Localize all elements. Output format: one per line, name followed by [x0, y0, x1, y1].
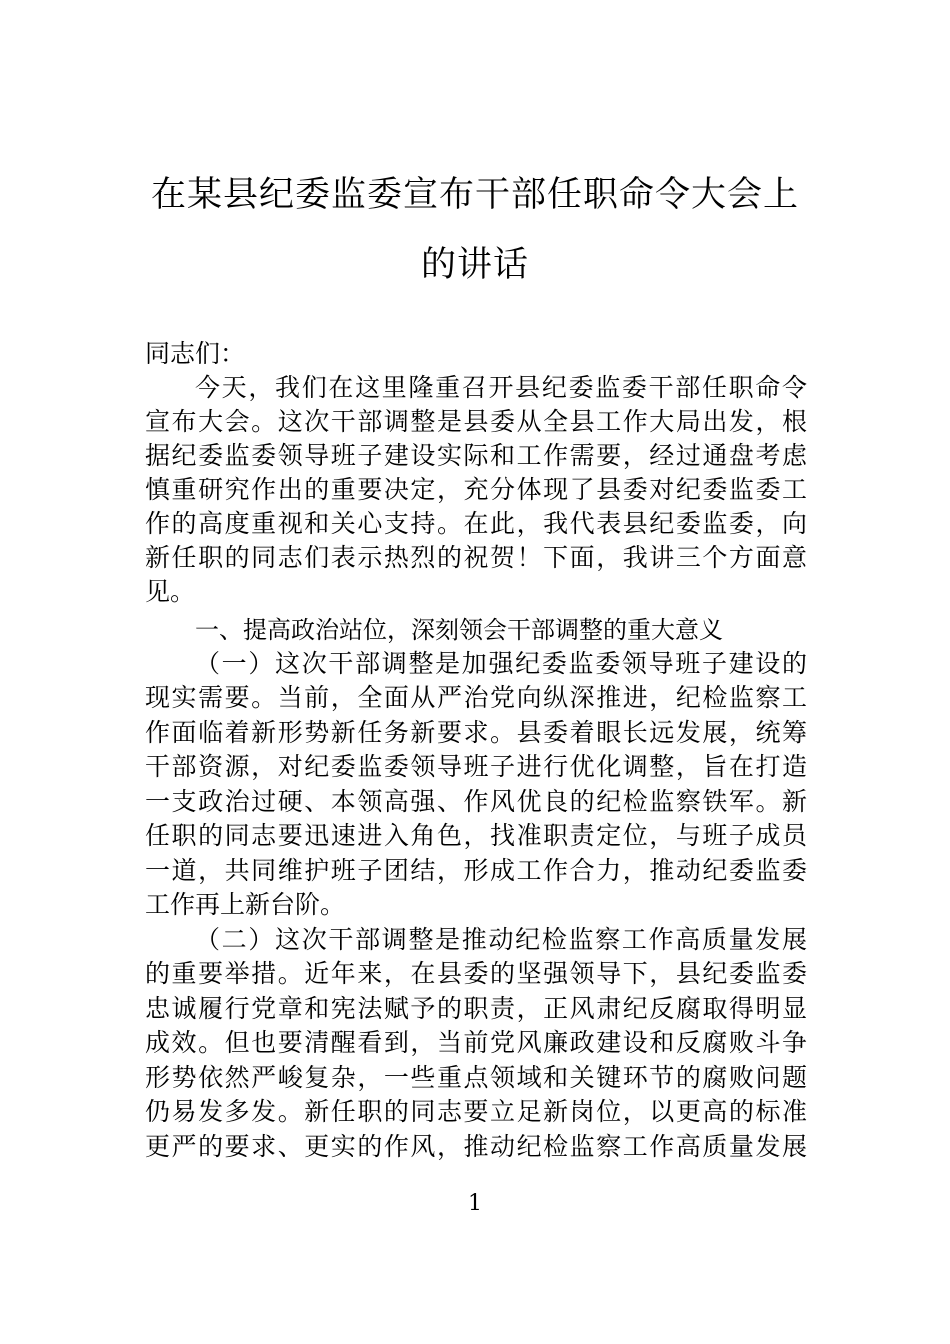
text-line: 据纪委监委领导班子建设实际和工作需要，经过通盘考虑 — [145, 441, 807, 470]
text-line: 作面临着新形势新任务新要求。县委着眼长远发展，统筹 — [145, 718, 807, 747]
text-line: 忠诚履行党章和宪法赋予的职责，正风肃纪反腐取得明显 — [145, 994, 807, 1023]
text-line: 作的高度重视和关心支持。在此，我代表县纪委监委，向 — [145, 509, 807, 538]
document-title-line-2: 的讲话 — [420, 245, 529, 285]
text-line: 工作再上新台阶。 — [145, 890, 346, 919]
text-line: 现实需要。当前，全面从严治党向纵深推进，纪检监察工 — [145, 683, 807, 712]
text-line: 仍易发多发。新任职的同志要立足新岗位，以更高的标准 — [145, 1097, 807, 1126]
salutation: 同志们： — [145, 339, 246, 368]
text-line: 任职的同志要迅速进入角色，找准职责定位，与班子成员 — [145, 821, 807, 850]
text-line: 宣布大会。这次干部调整是县委从全县工作大局出发，根 — [145, 407, 807, 436]
text-line: （一）这次干部调整是加强纪委监委领导班子建设的 — [195, 649, 807, 678]
text-line: 更严的要求、更实的作风，推动纪检监察工作高质量发展 — [145, 1132, 807, 1161]
text-line: 今天，我们在这里隆重召开县纪委监委干部任职命令 — [195, 373, 807, 402]
text-line: 新任职的同志们表示热烈的祝贺！下面，我讲三个方面意 — [145, 543, 807, 572]
text-line: 成效。但也要清醒看到，当前党风廉政建设和反腐败斗争 — [145, 1028, 807, 1057]
text-line: 一道，共同维护班子团结，形成工作合力，推动纪委监委 — [145, 856, 807, 885]
text-line: 干部资源，对纪委监委领导班子进行优化调整，旨在打造 — [145, 752, 807, 781]
text-line: 的重要举措。近年来，在县委的坚强领导下，县纪委监委 — [145, 959, 807, 988]
document-title-line-1: 在某县纪委监委宣布干部任职命令大会上 — [150, 175, 799, 215]
page-number: 1 — [468, 1191, 482, 1216]
section-heading: 一、提高政治站位，深刻领会干部调整的重大意义 — [195, 616, 723, 644]
text-line: 一支政治过硬、本领高强、作风优良的纪检监察铁军。新 — [145, 787, 807, 816]
text-line: 形势依然严峻复杂，一些重点领域和关键环节的腐败问题 — [145, 1063, 807, 1092]
text-line: 见。 — [145, 577, 196, 606]
text-line: 慎重研究作出的重要决定，充分体现了县委对纪委监委工 — [145, 475, 807, 504]
text-line: （二）这次干部调整是推动纪检监察工作高质量发展 — [195, 925, 807, 954]
